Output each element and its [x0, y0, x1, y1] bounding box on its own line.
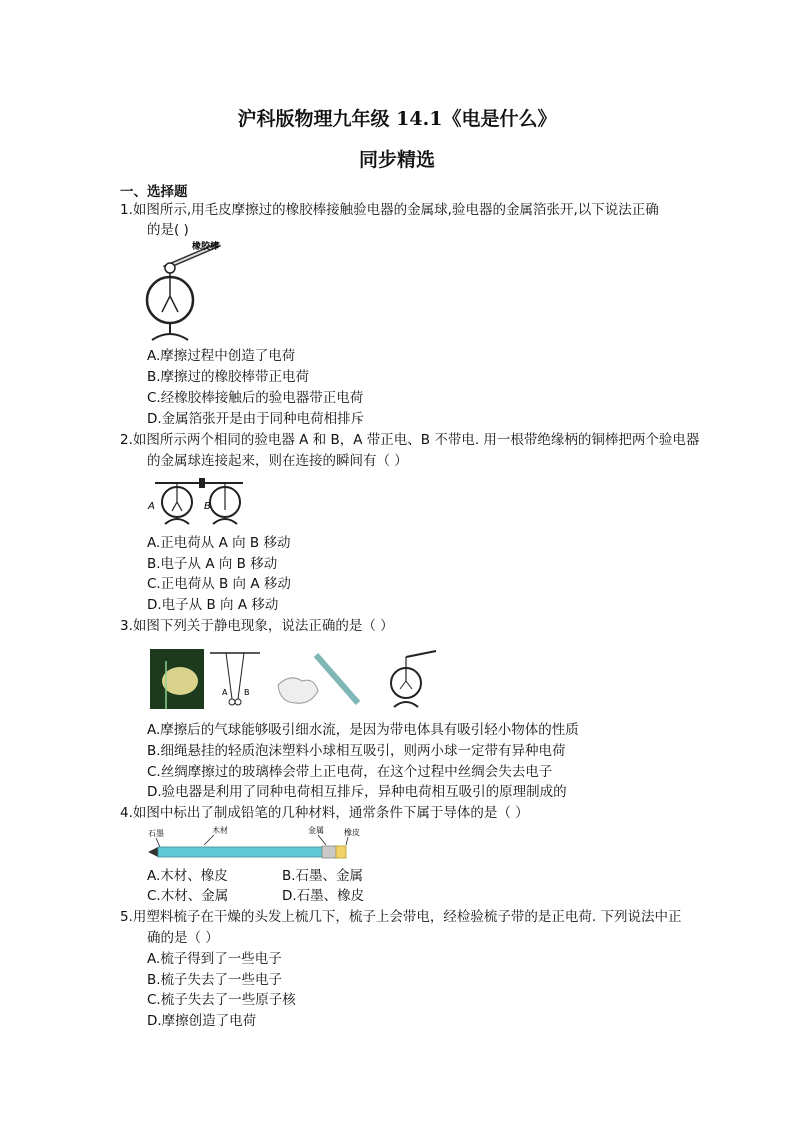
- question-5-text-cont: 确的是（ ）: [147, 930, 219, 946]
- question-5-option: A.梳子得到了一些电子: [147, 951, 282, 967]
- question-2-text: 2.如图所示两个相同的验电器 A 和 B，A 带正电、B 不带电. 用一根带绝缘柄的铜棒把两个验电器: [120, 432, 700, 448]
- question-4-option: A.木材、橡皮: [147, 868, 228, 884]
- question-3-text: 3.如图下列关于静电现象，说法正确的是（ ）: [120, 618, 394, 634]
- two-electroscopes-figure: [147, 474, 247, 528]
- question-4-option: B.石墨、金属: [282, 868, 364, 884]
- pencil-graphite-label: 石墨: [148, 829, 164, 838]
- ball-a-label: A: [222, 688, 228, 697]
- question-2-option: B.电子从 A 向 B 移动: [147, 556, 278, 572]
- question-1-option: A.摩擦过程中创造了电荷: [147, 348, 296, 364]
- pencil-wood-label: 木材: [212, 826, 228, 835]
- electroscope-figure: [140, 238, 240, 344]
- electroscope-a-label: A: [148, 501, 155, 512]
- electrostatics-photos-figure: [150, 647, 444, 713]
- question-2-option: D.电子从 B 向 A 移动: [147, 597, 279, 613]
- electroscope-b-label: B: [204, 501, 211, 512]
- section-heading: 一、选择题: [120, 184, 188, 200]
- question-2-text-cont: 的金属球连接起来，则在连接的瞬间有（ ）: [147, 453, 408, 469]
- rubber-rod-label: 橡胶棒: [192, 242, 220, 252]
- question-2-option: C.正电荷从 B 向 A 移动: [147, 576, 291, 592]
- question-3-option: D.验电器是利用了同种电荷相互排斥，异种电荷相互吸引的原理制成的: [147, 784, 567, 800]
- question-3-option: B.细绳悬挂的轻质泡沫塑料小球相互吸引，则两小球一定带有异种电荷: [147, 743, 566, 759]
- question-5-option: B.梳子失去了一些电子: [147, 972, 283, 988]
- ball-b-label: B: [244, 688, 250, 697]
- question-4-text: 4.如图中标出了制成铅笔的几种材料，通常条件下属于导体的是（ ）: [120, 805, 529, 821]
- question-5-option: D.摩擦创造了电荷: [147, 1013, 257, 1029]
- question-5-option: C.梳子失去了一些原子核: [147, 992, 296, 1008]
- question-2-option: A.正电荷从 A 向 B 移动: [147, 535, 291, 551]
- question-3-option: C.丝绸摩擦过的玻璃棒会带上正电荷，在这个过程中丝绸会失去电子: [147, 764, 553, 780]
- pencil-eraser-label: 橡皮: [344, 828, 360, 837]
- document-subtitle: 同步精选: [358, 149, 435, 171]
- pencil-metal-label: 金属: [308, 826, 324, 835]
- question-1-text-cont: 的是( ): [147, 222, 189, 238]
- question-5-text: 5.用塑料梳子在干燥的头发上梳几下，梳子上会带电，经检验梳子带的是正电荷. 下列说法中正: [120, 909, 682, 925]
- question-1-option: B.摩擦过的橡胶棒带正电荷: [147, 369, 310, 385]
- pencil-figure: [146, 825, 364, 861]
- question-3-option: A.摩擦后的气球能够吸引细水流，是因为带电体具有吸引轻小物体的性质: [147, 722, 579, 738]
- question-1-option: C.经橡胶棒接触后的验电器带正电荷: [147, 390, 364, 406]
- question-1-text: 1.如图所示,用毛皮摩擦过的橡胶棒接触验电器的金属球,验电器的金属箔张开,以下说法正确: [120, 202, 659, 218]
- question-1-option: D.金属箔张开是由于同种电荷相排斥: [147, 411, 365, 427]
- document-title: 沪科版物理九年级 14.1《电是什么》: [237, 108, 557, 130]
- question-4-option: D.石墨、橡皮: [282, 888, 365, 904]
- question-4-option: C.木材、金属: [147, 888, 229, 904]
